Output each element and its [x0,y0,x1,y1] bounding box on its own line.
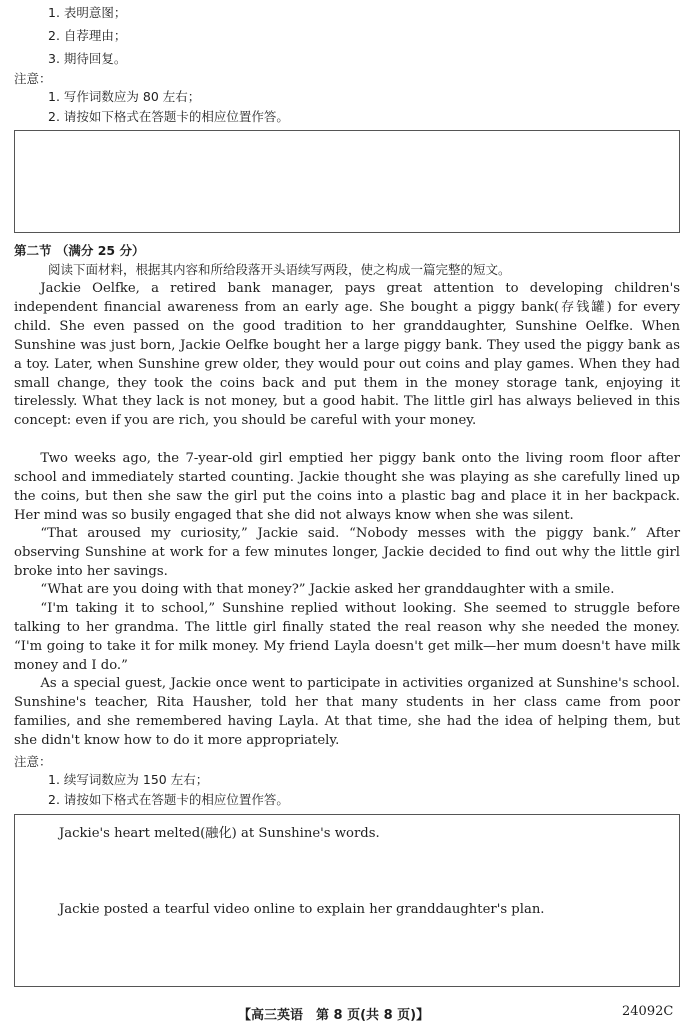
note-item-3: 1. 续写词数应为 150 左右； [48,772,209,787]
task-point-1: 1. 表明意图； [48,5,127,20]
story-paragraph-2: Two weeks ago, the 7-year-old girl emptied her piggy bank onto the living room floor after school and immediately started counting. Jackie thought she was playing as she carefully lined up the coins, but then she saw the girl put the coins into a plastic bag and place it in her backpack. Her mind was so busily engaged that she did not always know when she was silent. [14,451,680,523]
story-paragraph-5: “I'm taking it to school,” Sunshine replied without looking. She seemed to struggle before talking to her grandma. The little girl finally stated the real reason why she needed the money. “I'm going to take it for milk money. My friend Layla doesn't get milk—her mum doesn't have milk money and I do.” [14,601,680,673]
exam-code: 24092C [622,1004,674,1019]
story-paragraph-6: As a special guest, Jackie once went to participate in activities organized at Sunshine's school. Sunshine's teacher, Rita Hausher, told her that many students in her class came from poor families, and she remembered having Layla. At that time, she had the idea of helping them, but she didn't know how to do it more appropriately. [14,676,680,748]
page-footer-label: 【高三英语 第 8 页(共 8 页)】 [238,1008,430,1023]
continuation-opening-1: Jackie's heart melted(融化) at Sunshine's words. [59,826,380,841]
note-item-1: 1. 写作词数应为 80 左右； [48,89,201,104]
story-paragraph-4: “What are you doing with that money?” Jackie asked her granddaughter with a smile. [40,582,615,597]
task-point-3: 3. 期待回复。 [48,51,127,66]
note-item-2: 2. 请按如下格式在答题卡的相应位置作答。 [48,109,289,124]
continuation-opening-2: Jackie posted a tearful video online to explain her granddaughter's plan. [59,902,545,917]
story-paragraph-3: “That aroused my curiosity,” Jackie said. “Nobody messes with the piggy bank.” After observing Sunshine at work for a few minutes longer, Jackie decided to find out why the little girl broke into her savings. [14,526,680,579]
task-point-2: 2. 自荐理由； [48,28,127,43]
note-label-2: 注意： [14,754,52,769]
note-label-1: 注意： [14,71,52,86]
answer-box-1[interactable] [14,130,680,233]
story-paragraph-1: Jackie Oelfke, a retired bank manager, pays great attention to developing children's independent financial awareness from an early age. She bought a piggy bank(存钱罐) for every child. She even passed on the good tradition to her granddaughter, Sunshine Oelfke. When Sunshine was just born, Jackie Oelfke bought her a large piggy bank. They used the piggy bank as a toy. Later, when Sunshine grew older, they would pour out coins and play games. When they had small change, they took the coins back and put them in the money storage tank, enjoying it tirelessly. What they lack is not money, but a good habit. The little girl has always believed in this concept: even if you are rich, you should be careful with your money. [14,281,680,429]
section-heading: 第二节 （满分 25 分） [14,243,145,258]
section-instruction: 阅读下面材料，根据其内容和所给段落开头语续写两段，使之构成一篇完整的短文。 [48,262,511,277]
answer-box-2[interactable] [14,814,680,987]
note-item-4: 2. 请按如下格式在答题卡的相应位置作答。 [48,792,289,807]
